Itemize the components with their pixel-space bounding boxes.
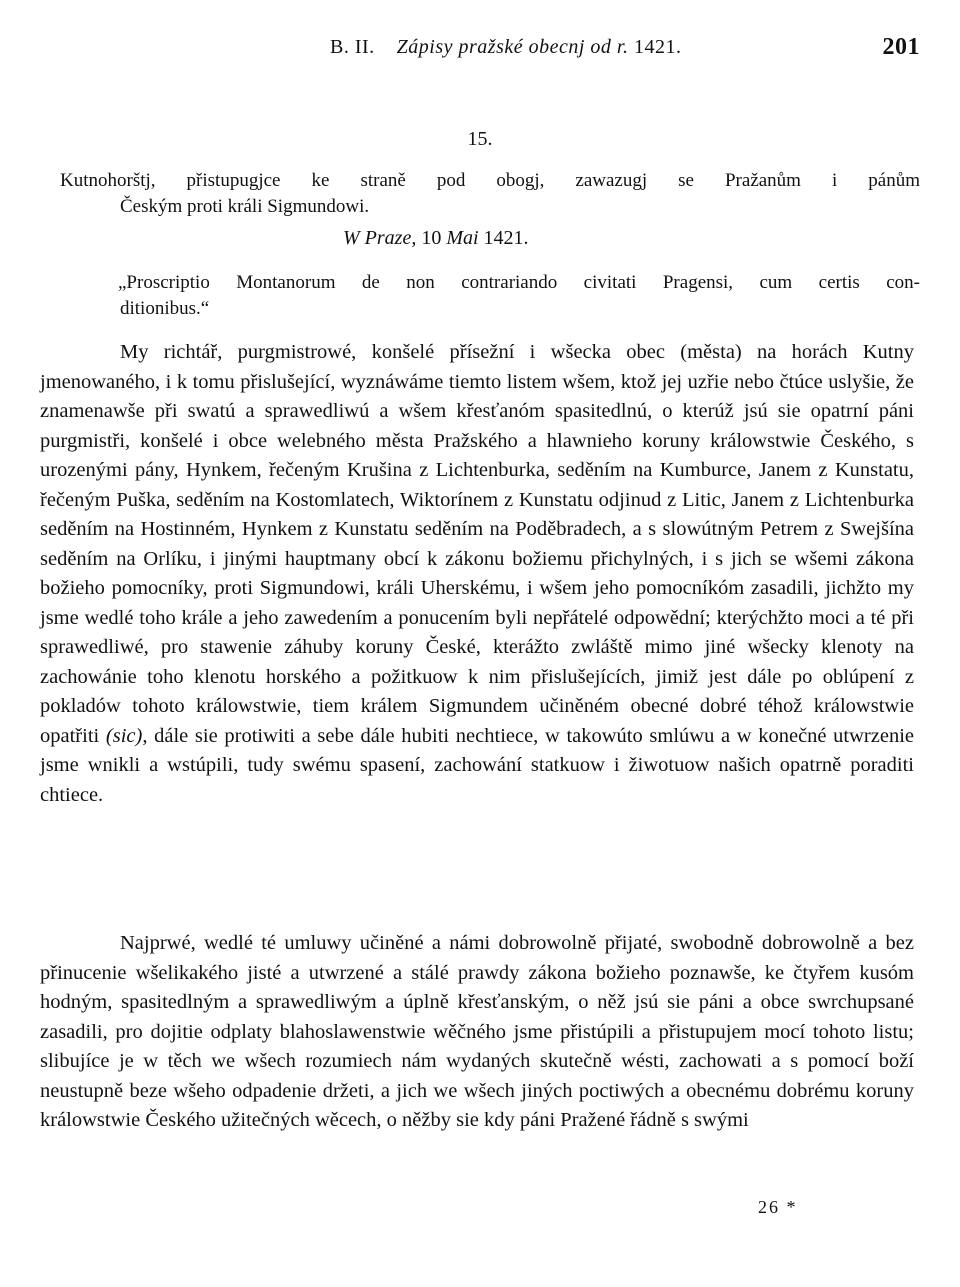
dating-month: Mai [446, 227, 479, 249]
dating-year: 1421. [483, 227, 529, 249]
sic-annotation: (sic) [105, 724, 143, 747]
latin-title-line-1: „Proscriptio Montanorum de non contrariando civitati Pragensi, cum certis con- [118, 272, 920, 293]
paragraph-2-text: Najprwé, wedlé té umluwy učiněné a námi dobrowolně přijaté, swobodně dobrowolně a bez přinucenie wšelikakého jisté a utwrzené a stálé prawdy zákona božieho poznawše, ke čtyřem kusóm hodným, spasitedlným a sprawedliwým a úplně křesťanským, o něž jsú sie páni a obce swrchupsané zasadili, pro dojitie odplaty blahoslawenstwie wěčného jsme přistúpili a přistupujem mocí tohoto listu; slibujíce je w těch we wšech rozumiech nám wydaných skutečně wésti, zachowati a s pomocí boží neustupně beze wšeho odpadenie držeti, a jich we wšech jiných poctiwých a obecnému dobrému koruny králowstwie Českého užitečných wěcech, o něžby sie kdy páni Pražené řádně s swými [40, 932, 914, 1131]
section-label: B. II. [330, 36, 375, 58]
page-number: 201 [882, 34, 920, 60]
body-paragraph-1 [40, 338, 914, 810]
document-number: 15. [467, 128, 493, 150]
header-year: 1421. [634, 36, 682, 58]
dating-day: 10 [421, 227, 442, 249]
paragraph-1-part-b: , dále sie protiwiti a sebe dále hubiti nechtiece, w takowúto smlúwu a w konečné utwrzenie jsme wnikli a wstúpili, tudy swému spasení, zachowání statkuow i žiwotuow našich opatrně poraditi chtiece. [40, 724, 914, 806]
document-regest [60, 168, 920, 220]
document-dating [343, 227, 529, 250]
latin-title [120, 270, 920, 322]
dating-place: W Praze, [343, 227, 417, 249]
regest-line-1: Kutnohorštj, přistupugjce ke straně pod obogj, zawazugj se Pražanům i pánům [60, 170, 920, 191]
running-head-text [330, 36, 682, 59]
running-head [0, 36, 960, 66]
regest-line-2: Českým proti králi Sigmundowi. [120, 196, 370, 217]
paragraph-text [40, 338, 914, 810]
book-title: Zápisy pražské obecnj od r. [396, 36, 629, 58]
latin-title-line-2: ditionibus.“ [120, 298, 210, 319]
paragraph-1-part-a: My richtář, purgmistrowé, konšelé přísežní i wšecka obec (města) na horách Kutny jmenowaného, i k tomu přislušející, wyznáwáme tiemto listem wšem, ktož jej uzřie nebo čtúce uslyšie, že znamenawše při swatú a sprawedliwú a wšem křesťanóm spasitedlnú, o kterúž jsú sie opatrní páni purgmistři, konšelé i obce welebného města Pražského a hlawnieho koruny králowstwie Českého, s urozenými pány, Hynkem, řečeným Krušina z Lichtenburka, seděním na Kumburce, Janem z Kunstatu, řečeným Puška, seděním na Kostomlatech, Wiktorínem z Kunstatu odjinud z Litic, Janem z Lichtenburka seděním na Hostinném, Hynkem z Kunstatu seděním na Poděbradech, a s slowútným Petrem z Swejšína seděním na Orlíku, i jinými hauptmany obcí k zákonu božiemu přichylných, i s jich se wšemi zákona božieho pomocníky, proti Sigmundowi, králi Uherskému, i wšem jeho pomocníkóm zasadili, jichžto my jsme wedlé toho krále a jeho zawedením a ponucením byli nepřátelé odpowědní; kterýchžto moci a té při sprawedliwé, pro stawenie záhuby koruny České, kterážto zwláště mimo jiné wšecky klenoty na zachowánie toho klenotu horského a požitkuow k nim přislušejících, jimiž jest dále po oblúpení z pokladów tohoto králowstwie, tiem králem Sigmundem učiněném obecné dobré téhož králowstwie opatřiti [40, 341, 914, 747]
body-paragraph-2 [40, 929, 914, 1136]
printer-signature: 26 * [758, 1197, 798, 1217]
